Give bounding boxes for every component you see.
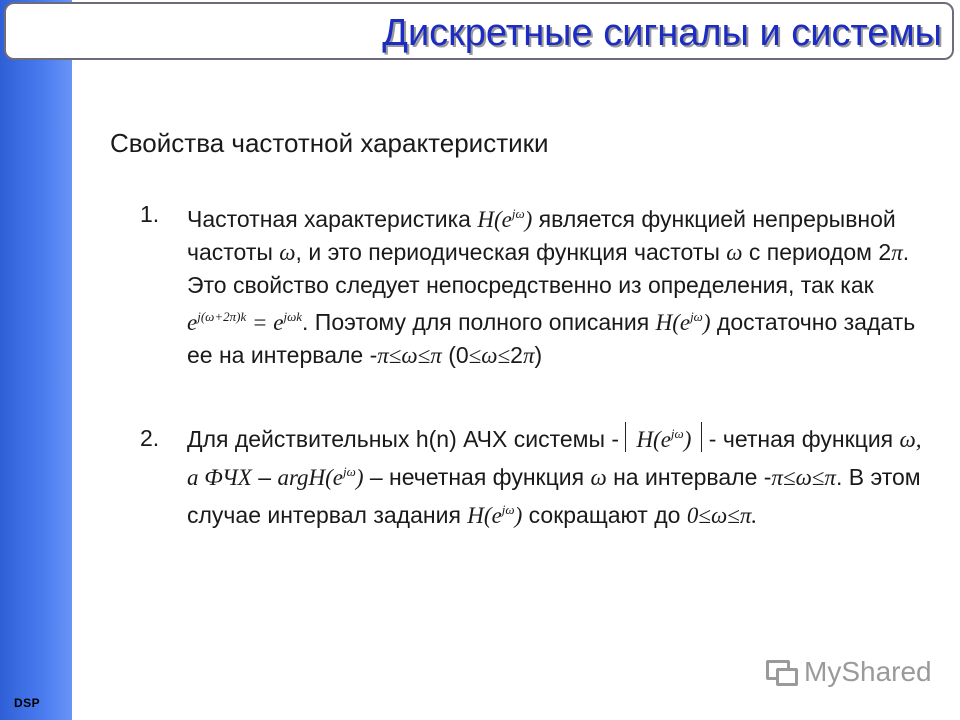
- list-item-1: [140, 198, 927, 372]
- math-run: ω: [726, 240, 743, 265]
- text-run: – нечетная функция: [363, 464, 591, 490]
- text-run: 2: [510, 342, 523, 368]
- math-run: π≤ω≤π: [377, 343, 442, 368]
- math-run: 0≤ω≤π.: [686, 503, 758, 528]
- math-run: $H(e^{j\omega})$: [655, 309, 711, 335]
- text-run: достаточно задать ее на интервале -: [187, 309, 916, 368]
- text-run: Частотная характеристика: [187, 206, 478, 232]
- list-number: 2.: [140, 425, 160, 451]
- math-run: π≤ω≤π: [771, 465, 836, 490]
- math-run: $H(e^{j\omega})$: [467, 502, 523, 528]
- math-run: $argH(e^{j\omega})$: [277, 464, 364, 490]
- text-run: Для действительных h(n) АЧХ системы -: [187, 426, 626, 452]
- text-run: . Это свойство следует непосредственно из определения, так как: [187, 239, 910, 298]
- text-run: . Поэтому для полного описания: [302, 309, 656, 335]
- text-run: на интервале -: [606, 464, 772, 490]
- text-run: . В этом случае интервал задания: [187, 464, 921, 528]
- title-frame: [4, 2, 954, 60]
- list-item-text: [187, 198, 927, 372]
- math-run: π: [522, 343, 535, 368]
- text-run: сокращают до: [522, 502, 687, 528]
- text-run: с периодом 2: [742, 239, 892, 265]
- abs-value-expression: $H(e^{j\omega})$: [625, 422, 702, 452]
- left-accent-bar: [0, 0, 72, 720]
- watermark: [766, 656, 932, 688]
- list-number: 1.: [140, 201, 160, 227]
- math-run: π: [891, 240, 903, 265]
- math-run: $e^{j(\omega+2\pi)k} = e^{j\omega k}$: [187, 309, 303, 335]
- text-run: –: [251, 464, 278, 490]
- math-run: ω: [279, 240, 296, 265]
- slide-title: Дискретные сигналы и системы: [382, 12, 942, 54]
- text-run: является функцией непрерывной частоты: [187, 206, 896, 265]
- footer-label: DSP: [14, 696, 41, 710]
- text-run: (0: [441, 342, 469, 368]
- slide-subtitle: Свойства частотной характеристики: [110, 128, 549, 158]
- math-run: ≤ω≤: [468, 343, 511, 368]
- math-run: ω: [590, 465, 607, 490]
- math-run: ω, а ФЧХ: [187, 427, 922, 490]
- list-item-text: [187, 422, 927, 532]
- list-item-2: [140, 422, 927, 532]
- watermark-text: MyShared: [804, 656, 932, 687]
- text-run: ): [534, 342, 543, 368]
- text-run: , и это периодическая функция частоты: [295, 239, 727, 265]
- text-run: - четная функция: [702, 426, 900, 452]
- math-run: $H(e^{j\omega})$: [477, 206, 533, 232]
- slides-icon: [766, 660, 796, 684]
